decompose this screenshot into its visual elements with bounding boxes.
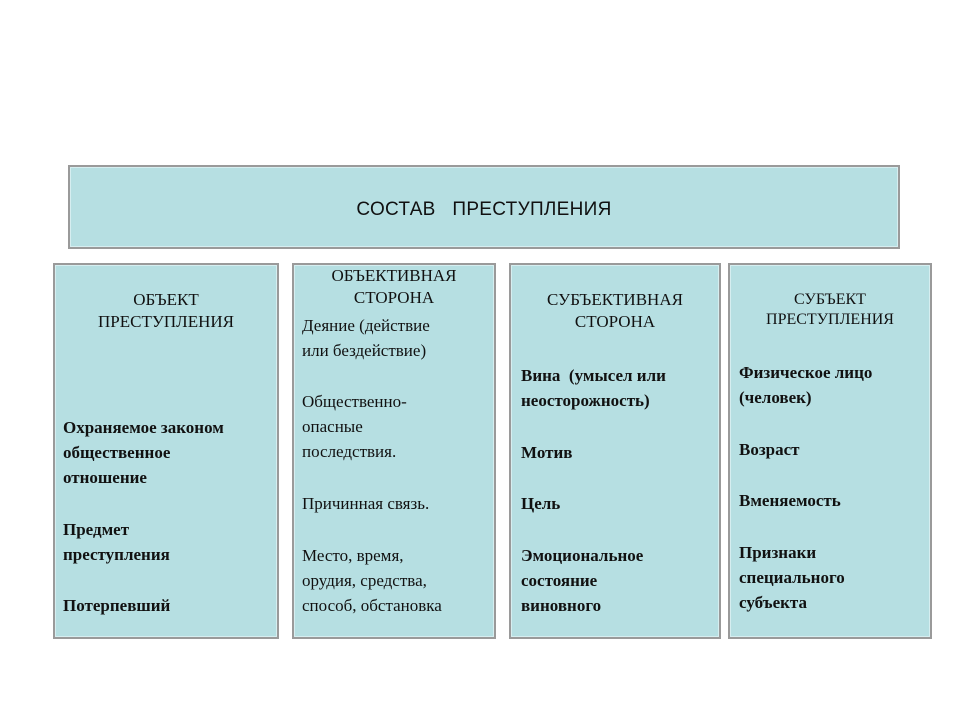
- column-objective-side-item-circumstances: Место, время, орудия, средства, способ, обстановка: [302, 546, 442, 615]
- column-subjective-side-heading: СУБЪЕКТИВНАЯ СТОРОНА: [547, 290, 683, 331]
- column-object-item-victim: Потерпевший: [63, 596, 171, 615]
- diagram-title-box: [68, 165, 900, 249]
- column-objective-side-item-causation: Причинная связь.: [302, 494, 430, 513]
- column-objective-side-heading: ОБЪЕКТИВНАЯ СТОРОНА: [331, 266, 457, 307]
- column-subject-item-special-subject: Признаки специального субъекта: [739, 543, 845, 612]
- column-subjective-side-item-motive: Мотив: [521, 443, 573, 462]
- column-objective-side: [292, 263, 496, 639]
- column-subject-item-age: Возраст: [739, 440, 800, 459]
- column-subject: [728, 263, 932, 639]
- column-object-item-subject-matter: Предмет преступления: [63, 520, 170, 564]
- column-objective-side-item-consequences: Общественно- опасные последствия.: [302, 392, 407, 461]
- column-subjective-side-item-goal: Цель: [521, 494, 561, 513]
- column-object-heading: ОБЪЕКТ ПРЕСТУПЛЕНИЯ: [98, 290, 234, 331]
- column-subject-item-natural-person: Физическое лицо (человек): [739, 363, 873, 407]
- diagram-title: СОСТАВ ПРЕСТУПЛЕНИЯ: [356, 199, 612, 220]
- column-object: [53, 263, 279, 639]
- column-subjective-side-item-emotional-state: Эмоциональное состояние виновного: [521, 546, 644, 615]
- column-object-item-relation: Охраняемое законом общественное отношение: [63, 418, 224, 487]
- column-subject-item-sanity: Вменяемость: [739, 491, 841, 510]
- column-subjective-side: [509, 263, 721, 639]
- column-subjective-side-item-guilt: Вина (умысел или неосторожность): [521, 366, 666, 410]
- column-subject-heading: СУБЪЕКТ ПРЕСТУПЛЕНИЯ: [766, 291, 894, 328]
- column-objective-side-item-act: Деяние (действие или бездействие): [302, 316, 430, 360]
